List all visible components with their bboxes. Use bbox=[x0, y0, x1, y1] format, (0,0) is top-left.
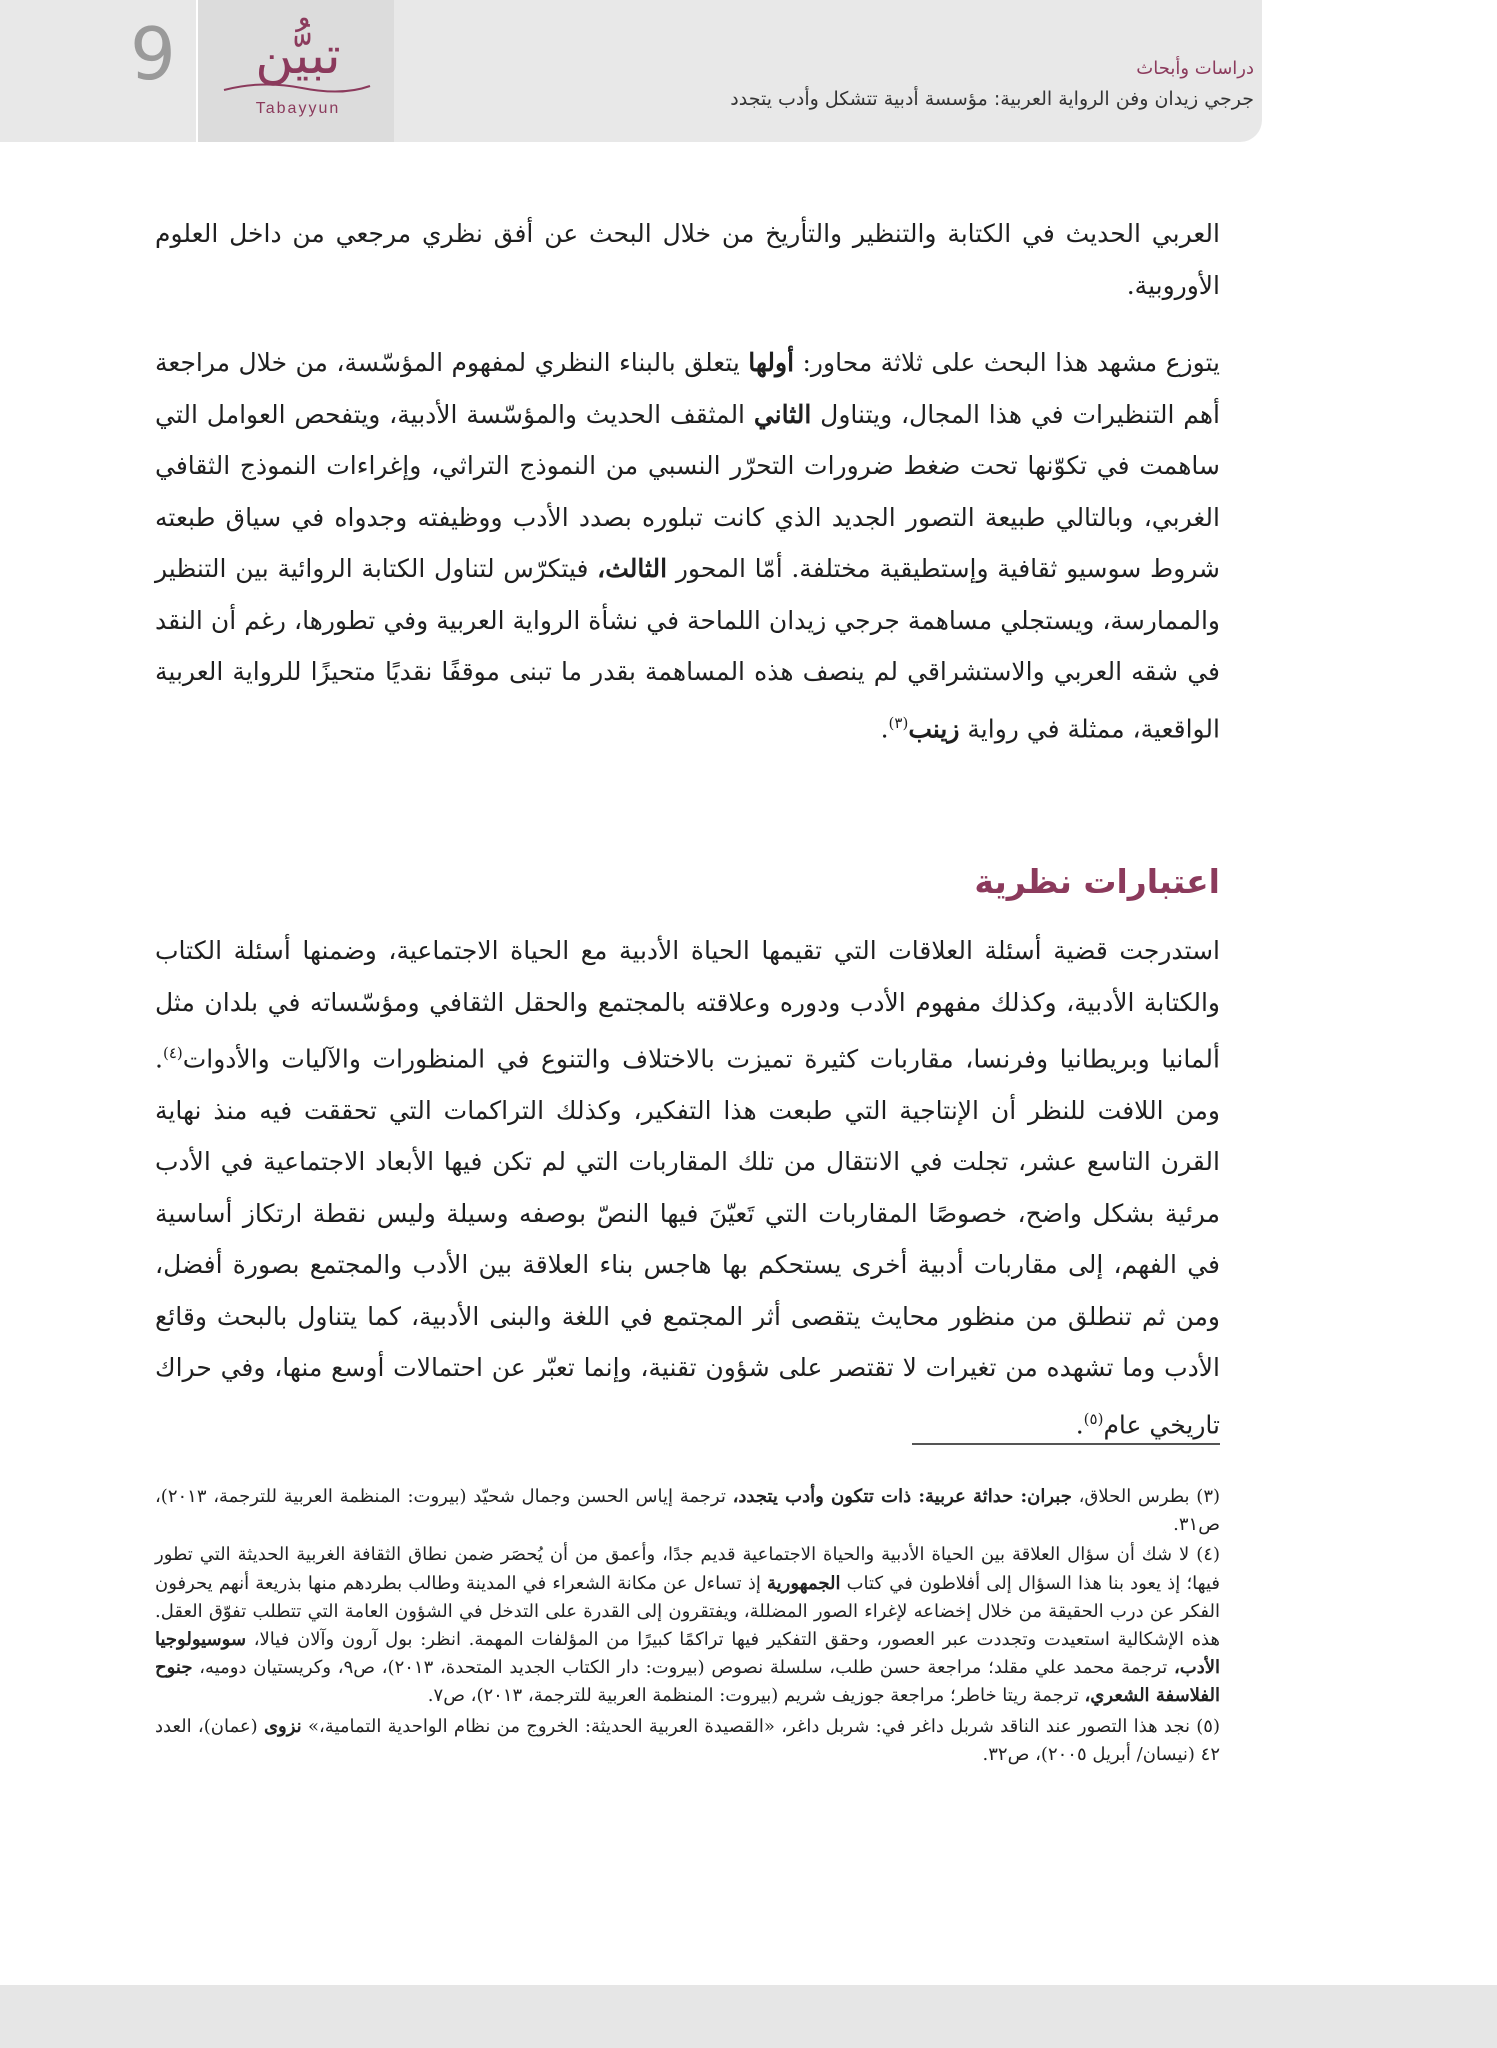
footnote-4 bbox=[155, 1541, 1220, 1710]
text-run: إذ تساءل عن مكانة الشعراء في المدينة وطالب بطردهم منها بذريعة أنهم يحرفون الفكر عن درب الحقيقة من خلال إخضاعه لإغراء الصور المضللة، ويفتقرون إلى القدرة على التدخل في الشؤون العامة التي تتطلب تفوّق العقل. هذه الإشكالية استعيدت وتجددت عبر العصور، وحقق التفكير فيها تراكمًا كبيرًا من المؤلفات المهمة. انظر: بول آرون وآلان فيالا، bbox=[155, 1572, 1220, 1651]
text-run: فيتكرّس لتناول الكتابة الروائية بين التنظير والممارسة، ويستجلي مساهمة جرجي زيدان اللماحة في نشأة الرواية العربية وفي تطورها، رغم أن النقد في شقه العربي والاستشراقي لم ينصف هذه المساهمة بقدر ما تبنى موقفًا نقديًا متحيزًا للرواية العربية الواقعية، ممثلة في رواية bbox=[155, 554, 1220, 743]
footnote-ref[interactable]: (٣) bbox=[888, 713, 909, 732]
text-run: ترجمة إياس الحسن وجمال شحيّد (بيروت: المنظمة العربية للترجمة، ٢٠١٣)، ص٣١. bbox=[155, 1486, 1220, 1536]
text-run: نجد هذا التصور عند الناقد شربل داغر في: شربل داغر، «القصيدة العربية الحديثة: الخروج من نظام الواحدية التمامية،» bbox=[301, 1715, 1190, 1737]
page-footer-band bbox=[0, 1985, 1497, 2048]
page-header bbox=[0, 0, 1262, 142]
text-run: بطرس الحلاق، bbox=[1071, 1486, 1190, 1507]
footnote-divider bbox=[912, 1443, 1220, 1445]
paragraph-3 bbox=[155, 925, 1220, 1451]
text-run: لا شك أن سؤال العلاقة بين الحياة الأدبية والحياة الاجتماعية قديم جدًا، وأعمق من أن يُحصَر ضمن نطاق الثقافة الغربية الحديثة التي تطور فيها؛ إذ يعود بنا هذا السؤال إلى أفلاطون في كتاب bbox=[155, 1544, 1220, 1594]
text-run: . bbox=[880, 713, 889, 743]
footnotes bbox=[155, 1483, 1220, 1771]
text-run: . bbox=[1075, 1410, 1084, 1440]
paragraph-1: العربي الحديث في الكتابة والتنظير والتأريخ من خلال البحث عن أفق نظري مرجعي من داخل العلوم الأوروبية. bbox=[155, 219, 1220, 300]
bold-title: نزوى bbox=[263, 1715, 302, 1737]
bold-term: أولها bbox=[748, 348, 795, 377]
bold-title: جنوح الفلاسفة الشعري، bbox=[155, 1657, 1220, 1707]
logo-swash-icon bbox=[222, 78, 372, 98]
page-number: 9 bbox=[130, 12, 176, 96]
text-run: استدرجت قضية أسئلة العلاقات التي تقيمها الحياة الأدبية مع الحياة الاجتماعية، وضمنها أسئلة الكتاب والكتابة الأدبية، وكذلك مفهوم الأدب ودوره وعلاقته بالمجتمع والحقل الثقافي ومؤسّساته في بلدان مثل ألمانيا وبريطانيا وفرنسا، مقاربات كثيرة تميزت بالاختلاف والتنوع في المنظورات والآليات والأدوات bbox=[155, 936, 1220, 1074]
text-run: ترجمة محمد علي مقلد؛ مراجعة حسن طلب، سلسلة نصوص (بيروت: دار الكتاب الجديد المتحدة، ٢٠١٣)، ص٩، وكريستيان دوميه، bbox=[192, 1657, 1174, 1679]
section-heading: اعتبارات نظرية bbox=[974, 862, 1220, 901]
footnote-number: (٥) bbox=[1196, 1715, 1220, 1737]
text-run: (عمان)، العدد ٤٢ (نيسان/ أبريل ٢٠٠٥)، ص٣٢. bbox=[155, 1715, 1220, 1765]
bold-term: الثالث، bbox=[597, 554, 668, 583]
footnote-3 bbox=[155, 1483, 1220, 1539]
paragraph-2 bbox=[155, 337, 1220, 754]
footnote-ref[interactable]: (٤) bbox=[162, 1044, 183, 1062]
bold-term: الثاني bbox=[753, 399, 812, 429]
footnote-number: (٤) bbox=[1196, 1544, 1220, 1566]
logo-latin-text: Tabayyun bbox=[255, 100, 341, 117]
bold-title: جبران: حداثة عربية: ذات تتكون وأدب يتجدد، bbox=[732, 1486, 1072, 1507]
bold-title: الجمهورية bbox=[767, 1572, 841, 1594]
running-title: جرجي زيدان وفن الرواية العربية: مؤسسة أدبية تتشكل وأدب يتجدد bbox=[730, 88, 1254, 110]
bold-title: سوسيولوجيا الأدب، bbox=[155, 1629, 1220, 1679]
footnote-number: (٣) bbox=[1196, 1486, 1221, 1507]
footnote-5 bbox=[155, 1713, 1220, 1769]
logo-arabic-text: تبيُّن bbox=[255, 26, 341, 86]
text-run: يتعلق بالبناء النظري لمفهوم المؤسّسة، من خلال مراجعة أهم التنظيرات في هذا المجال، ويتناول bbox=[155, 348, 1221, 429]
footnote-ref[interactable]: (٥) bbox=[1083, 1409, 1104, 1428]
text-run: . ومن اللافت للنظر أن الإنتاجية التي طبعت هذا التفكير، وكذلك التراكمات التي تحققت فيه منذ نهاية القرن التاسع عشر، تجلت في الانتقال من تلك المقاربات التي لم تكن فيها الأبعاد الاجتماعية في الأدب مرئية بشكل واضح، خصوصًا المقاربات التي تَعيّنَ فيها النصّ بوصفه وسيلة وليس نقطة ارتكاز أساسية في الفهم، إلى مقاربات أدبية أخرى يستحكم بها هاجس بناء العلاقة بين الأدب والمجتمع بصورة أفضل، ومن ثم تنطلق من منظور محايث يتقصى أثر المجتمع في اللغة والبنى الأدبية، كما يتناول بالبحث وقائع الأدب وما تشهده من تغيرات لا تقتصر على شؤون تقنية، وإنما تعبّر عن احتمالات أوسع منها، وفي حراك تاريخي عام bbox=[155, 1044, 1220, 1440]
bold-term: زينب bbox=[908, 713, 960, 743]
section-label: دراسات وأبحاث bbox=[1136, 58, 1254, 79]
text-run: ترجمة ريتا خاطر؛ مراجعة جوزيف شريم (بيروت: المنظمة العربية للترجمة، ٢٠١٣)، ص٧. bbox=[427, 1685, 1085, 1707]
text-run: يتوزع مشهد هذا البحث على ثلاثة محاور: bbox=[794, 348, 1221, 377]
text-run: المثقف الحديث والمؤسّسة الأدبية، ويتفحص العوامل التي ساهمت في تكوّنها تحت ضغط ضرورات التحرّر النسبي من النموذج التراثي، وإغراءات النموذج الثقافي الغربي، وبالتالي طبيعة التصور الجديد الذي كانت تبلوره بصدد الأدب ووظيفته وجدواه في سياق طبعته شروط سوسيو ثقافية وإستطيقية مختلفة. أمّا المحور bbox=[155, 399, 1220, 583]
